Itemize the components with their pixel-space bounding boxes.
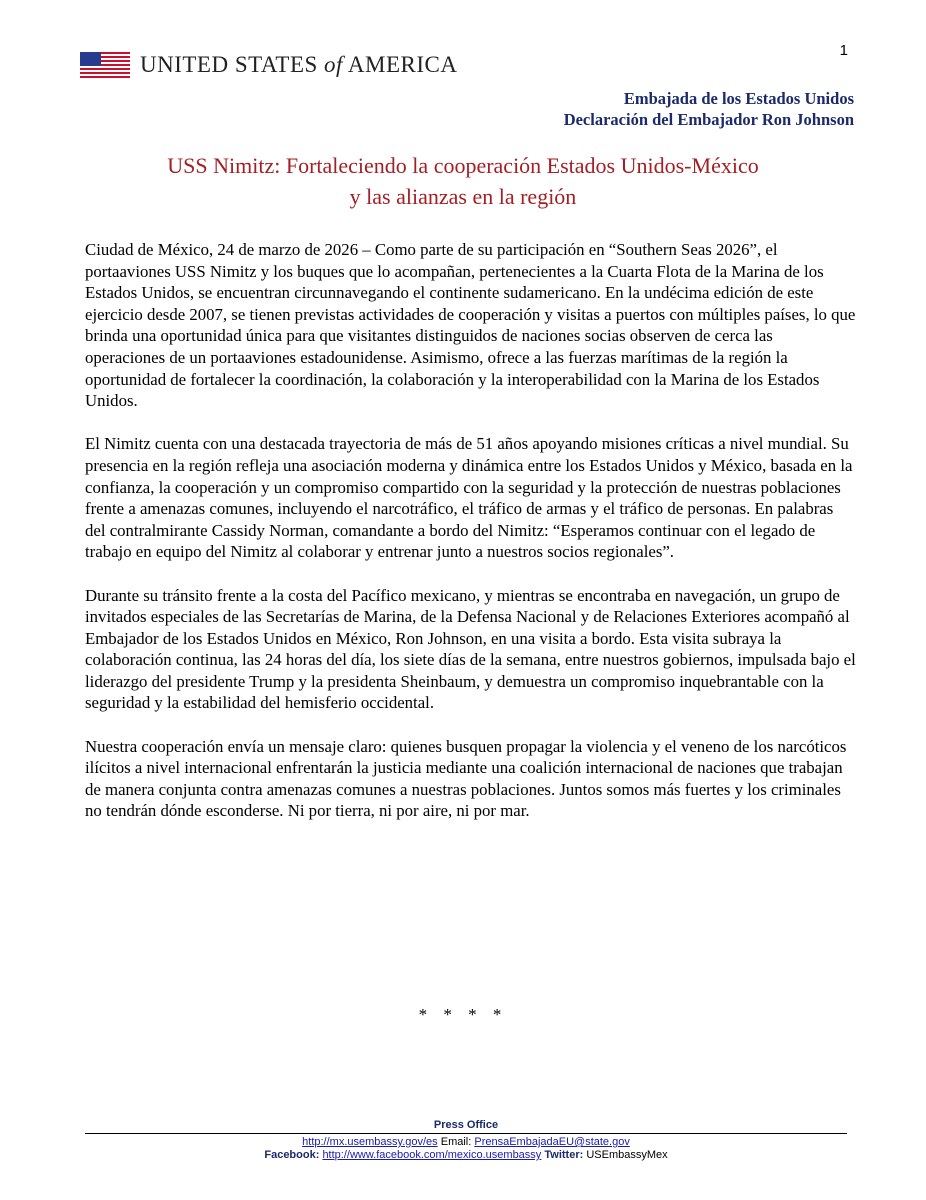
- twitter-handle[interactable]: USEmbassyMex: [586, 1149, 668, 1161]
- website-link[interactable]: http://mx.usembassy.gov/es: [302, 1136, 438, 1148]
- email-link[interactable]: PrensaEmbajadaEU@state.gov: [474, 1136, 630, 1148]
- end-separator: * * * *: [418, 1005, 508, 1024]
- title-line-2: y las alianzas en la región: [349, 184, 577, 209]
- statement-by: Declaración del Embajador Ron Johnson: [563, 110, 854, 129]
- footer-contact-line: [85, 1136, 847, 1149]
- embassy-name: Embajada de los Estados Unidos: [623, 89, 854, 108]
- facebook-label: Facebook:: [264, 1149, 320, 1161]
- masthead-title: UNITED STATES of AMERICA: [140, 52, 458, 77]
- paragraph: El Nimitz cuenta con una destacada trayectoria de más de 51 años apoyando misiones críticas a nivel mundial. Su presencia en la región refleja una asociación moderna y dinámica entre los Estados Unidos y México, basada en la confianza, la cooperación y un compromiso compartido con la seguridad y la protección de nuestras poblaciones frente a amenazas comunes, incluyendo el narcotráfico, el tráfico de armas y el tráfico de personas. En palabras del contralmirante Cassidy Norman, comandante a bordo del Nimitz: “Esperamos continuar con el legado de trabajo en equipo del Nimitz al colaborar y entrenar junto a nuestros socios regionales”.: [85, 434, 853, 562]
- twitter-label: Twitter:: [544, 1149, 584, 1161]
- paragraph: Nuestra cooperación envía un mensaje claro: quienes busquen propagar la violencia y el veneno de los narcóticos ilícitos a nivel internacional enfrentarán la justicia mediante una coalición internacional de naciones que trabajan de manera conjunta contra amenazas comunes a nuestras poblaciones. Juntos somos más fuertes y los criminales no tendrán dónde esconderse. Ni por tierra, ni por aire, ni por mar.: [85, 736, 847, 821]
- embassy-header: [564, 88, 854, 130]
- footer: [85, 1118, 847, 1162]
- title-line-1: USS Nimitz: Fortaleciendo la cooperación Estados Unidos-México: [167, 153, 759, 178]
- article-body: [85, 239, 857, 844]
- press-office-label: Press Office: [433, 1119, 499, 1131]
- us-flag-icon: [80, 52, 130, 78]
- footer-social-line: [85, 1149, 847, 1162]
- page-number: 1: [839, 42, 848, 59]
- facebook-link[interactable]: http://www.facebook.com/mexico.usembassy: [322, 1149, 542, 1161]
- paragraph: Durante su tránsito frente a la costa del Pacífico mexicano, y mientras se encontraba en navegación, un grupo de invitados especiales de las Secretarías de Marina, de la Defensa Nacional y de Relaciones Exteriores acompañó al Embajador de los Estados Unidos en México, Ron Johnson, en una visita a bordo. Esta visita subraya la colaboración continua, las 24 horas del día, los siete días de la semana, entre nuestros gobiernos, impulsada bajo el liderazgo del presidente Trump y la presidenta Sheinbaum, y demuestra un compromiso inquebrantable con la seguridad y la estabilidad del hemisferio occidental.: [85, 585, 856, 713]
- press-release-title: [0, 150, 926, 212]
- footer-divider: [85, 1133, 847, 1134]
- paragraph: Ciudad de México, 24 de marzo de 2026 – Como parte de su participación en “Southern Seas 2026”, el portaaviones USS Nimitz y los buques que lo acompañan, pertenecientes a la Cuarta Flota de la Marina de los Estados Unidos, se encuentran circunnavegando el continente sudamericano. En la undécima edición de este ejercicio desde 2007, se tienen previstas actividades de cooperación y visitas a puertos con múltiples países, lo que brinda una oportunidad única para que visitantes distinguidos de naciones socias observen de cerca las operaciones de un portaaviones estadounidense. Asimismo, ofrece a las fuerzas marítimas de la región la oportunidad de fortalecer la coordinación, la colaboración y la interoperabilidad con la Marina de los Estados Unidos.: [85, 240, 856, 411]
- masthead: [80, 52, 457, 78]
- email-label: Email:: [440, 1136, 472, 1148]
